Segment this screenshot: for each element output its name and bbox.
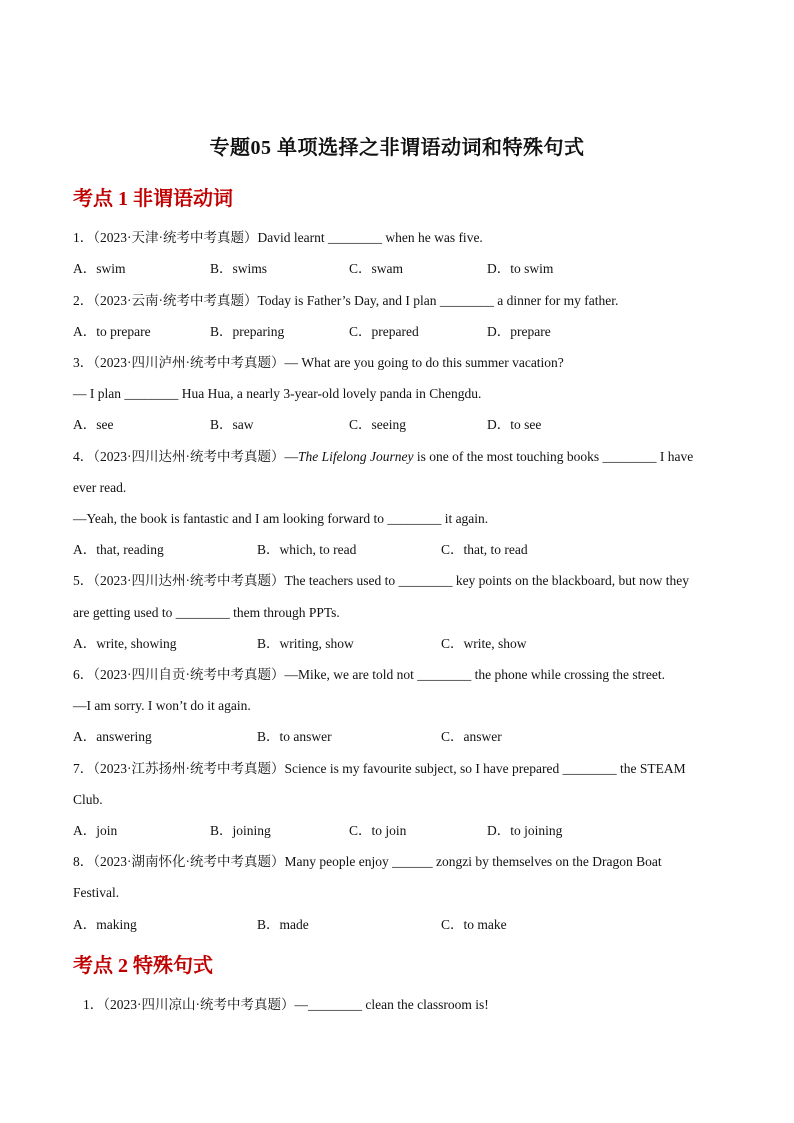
q7-option-b: B．joining (210, 823, 271, 838)
q4-option-a: A．that, reading (73, 542, 164, 557)
q2-option-d: D．prepare (487, 324, 551, 339)
question-3-stem: 3．（2023·四川泸州·统考中考真题）— What are you going to do this summer vacation? (73, 355, 564, 370)
q7-option-c: C．to join (349, 823, 407, 838)
question-7-stem: 7．（2023·江苏扬州·统考中考真题）Science is my favourite subject, so I have prepared ________ the STEAM (73, 761, 686, 776)
q2-option-b: B．preparing (210, 324, 285, 339)
question-3-stem-line2: — I plan ________ Hua Hua, a nearly 3-year-old lovely panda in Chengdu. (73, 386, 482, 401)
question-7-stem-line2: Club. (73, 792, 103, 807)
q5-option-c: C．write, show (441, 636, 527, 651)
q3-option-b: B．saw (210, 417, 254, 432)
q8-option-b: B．made (257, 917, 309, 932)
q4-option-c: C．that, to read (441, 542, 528, 557)
q8-option-a: A．making (73, 917, 137, 932)
q4-stem-prefix: 4．（2023·四川达州·统考中考真题）— (73, 449, 298, 464)
q7-option-a: A．join (73, 823, 118, 838)
section-heading-2: 考点 2 特殊句式 (73, 955, 213, 977)
q3-option-a: A．see (73, 417, 114, 432)
q1-option-b: B．swims (210, 261, 268, 276)
q3-option-c: C．seeing (349, 417, 406, 432)
q5-option-b: B．writing, show (257, 636, 354, 651)
q5-option-a: A．write, showing (73, 636, 177, 651)
q7-option-d: D．to joining (487, 823, 563, 838)
q6-option-b: B．to answer (257, 729, 332, 744)
q1-option-d: D．to swim (487, 261, 554, 276)
question-4-stem-line3: —Yeah, the book is fantastic and I am looking forward to ________ it again. (73, 511, 489, 526)
q6-option-a: A．answering (73, 729, 152, 744)
section2-question-1-stem: 1．（2023·四川凉山·统考中考真题）—________ clean the classroom is! (83, 997, 489, 1012)
question-8-stem-line2: Festival. (73, 885, 120, 900)
page-title: 专题05 单项选择之非谓语动词和特殊句式 (209, 137, 585, 159)
q1-option-a: A．swim (73, 261, 126, 276)
question-4-stem-line2: ever read. (73, 480, 127, 495)
q4-book-title: The Lifelong Journey (298, 449, 414, 464)
q4-stem-suffix: is one of the most touching books ________ I have (413, 449, 694, 464)
question-6-stem-line2: —I am sorry. I won’t do it again. (73, 698, 251, 713)
question-4-stem (73, 448, 693, 466)
question-6-stem: 6．（2023·四川自贡·统考中考真题）—Mike, we are told not ________ the phone while crossing the street. (73, 667, 666, 682)
section-heading-1: 考点 1 非谓语动词 (73, 188, 233, 210)
q2-option-a: A．to prepare (73, 324, 151, 339)
q8-option-c: C．to make (441, 917, 507, 932)
question-8-stem: 8．（2023·湖南怀化·统考中考真题）Many people enjoy ______ zongzi by themselves on the Dragon Boat (73, 854, 662, 869)
question-2-stem: 2．（2023·云南·统考中考真题）Today is Father’s Day, and I plan ________ a dinner for my father. (73, 293, 619, 308)
question-1-stem: 1．（2023·天津·统考中考真题）David learnt ________ when he was five. (73, 230, 483, 245)
question-5-stem-line2: are getting used to ________ them through PPTs. (73, 605, 340, 620)
q4-option-b: B．which, to read (257, 542, 357, 557)
q6-option-c: C．answer (441, 729, 502, 744)
question-5-stem: 5．（2023·四川达州·统考中考真题）The teachers used to ________ key points on the blackboard, but now they (73, 573, 690, 588)
q1-option-c: C．swam (349, 261, 403, 276)
q2-option-c: C．prepared (349, 324, 419, 339)
q3-option-d: D．to see (487, 417, 542, 432)
